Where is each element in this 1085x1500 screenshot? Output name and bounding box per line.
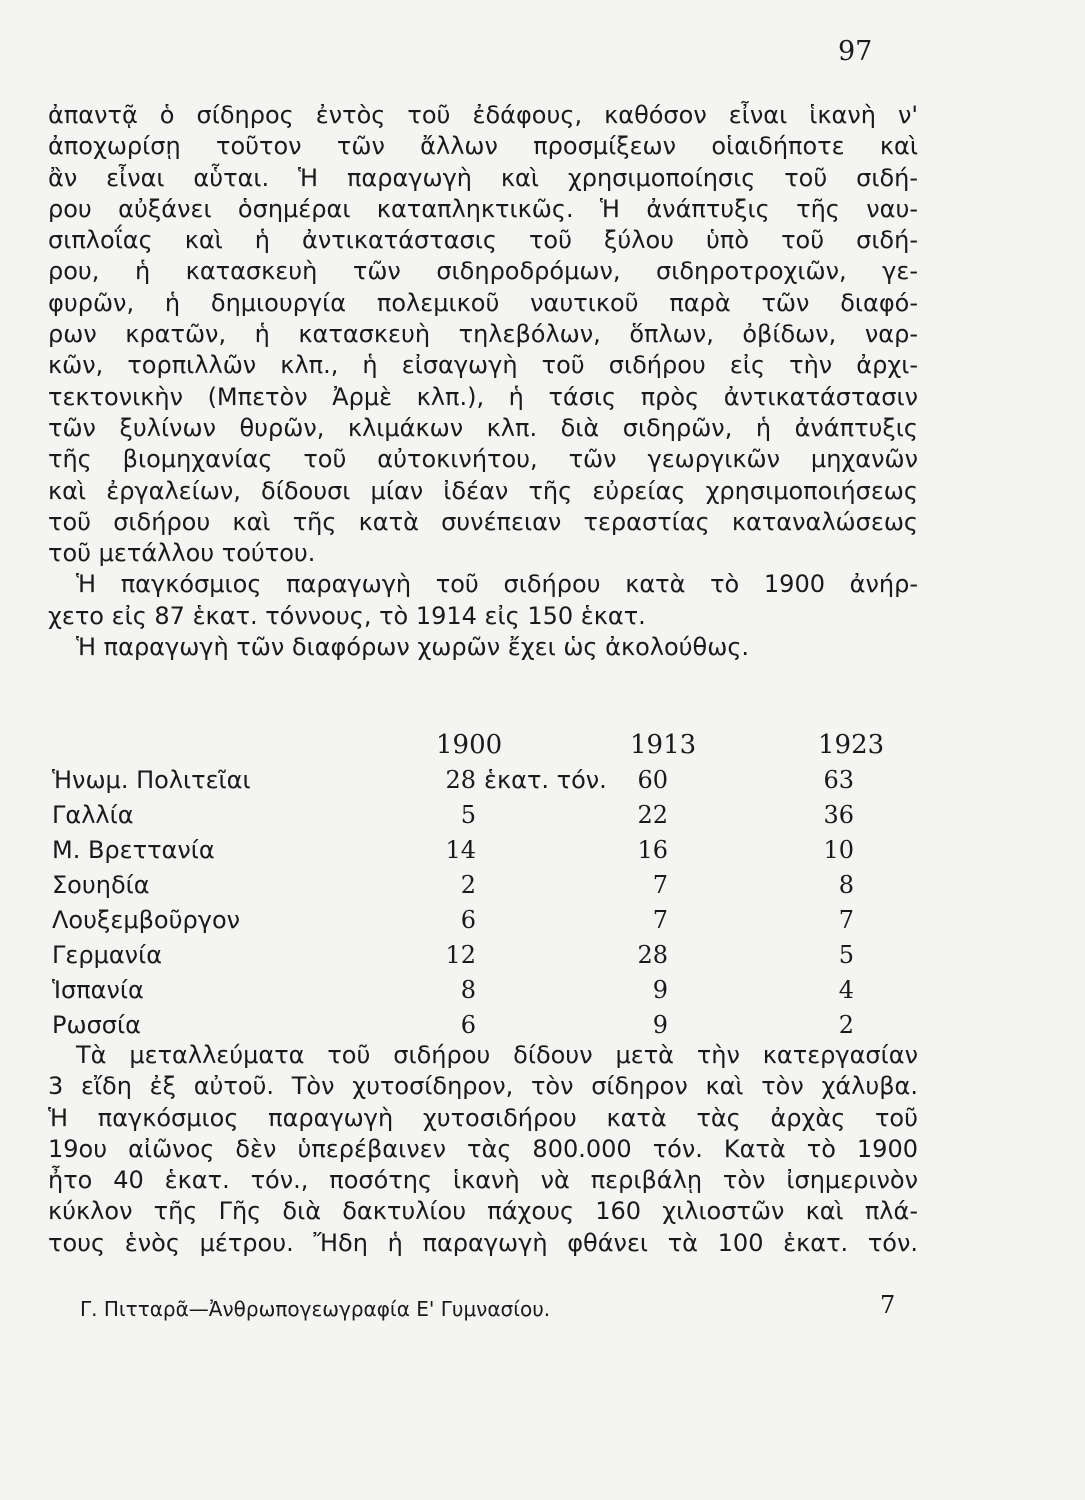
page-number: 97 — [838, 36, 873, 67]
text-line: ἀπαντᾷ ὁ σίδηρος ἐντὸς τοῦ ἐδάφους, καθόσον εἶναι ἱκανὴ ν' — [48, 101, 918, 129]
country-name: Λουξεμβοῦργον — [52, 906, 241, 934]
value-1913: 28 — [637, 941, 668, 969]
text-line: ἂν εἶναι αὗται. Ἡ παραγωγὴ καὶ χρησιμοποίησις τοῦ σιδή- — [48, 163, 918, 192]
country-name: Μ. Βρεττανία — [52, 836, 215, 864]
text-line: χετο εἰς 87 ἑκατ. τόννους, τὸ 1914 εἰς 150 ἑκατ. — [48, 601, 646, 630]
text-line: τους ἑνὸς μέτρου. Ἤδη ἡ παραγωγὴ φθάνει τὰ 100 ἑκατ. τόν. — [48, 1228, 918, 1257]
footer-citation: Γ. Πιτταρᾶ—Ἀνθρωπογεωγραφία Ε' Γυμνασίου. — [80, 1297, 551, 1321]
table-row — [48, 798, 918, 833]
value-1913: 9 — [652, 976, 668, 1004]
value-1923: 4 — [838, 976, 854, 1004]
text-line: τεκτονικὴν (Μπετὸν Ἀρμὲ κλπ.), ἡ τάσις πρὸς ἀντικατάστασιν — [48, 382, 918, 411]
value-1923: 7 — [838, 906, 854, 934]
column-header-1913: 1913 — [630, 730, 697, 760]
value-1913: 22 — [637, 801, 668, 829]
value-1900: 14 — [445, 836, 476, 864]
value-1923: 2 — [838, 1011, 854, 1039]
value-1913: 9 — [652, 1011, 668, 1039]
text-line: κῶν, τορπιλλῶν κλπ., ἡ εἰσαγωγὴ τοῦ σιδήρου εἰς τὴν ἀρχι- — [48, 351, 918, 380]
text-line: σιπλοΐας καὶ ἡ ἀντικατάστασις τοῦ ξύλου ὑπὸ τοῦ σιδή- — [48, 226, 918, 255]
text-line: φυρῶν, ἡ δημιουργία πολεμικοῦ ναυτικοῦ παρὰ τῶν διαφό- — [48, 288, 918, 317]
text-line: καὶ ἐργαλείων, δίδουσι μίαν ἰδέαν τῆς εὐρείας χρησιμοποιήσεως — [48, 476, 918, 505]
text-line: ἀποχωρίσῃ τοῦτον τῶν ἄλλων προσμίξεων οἱαιδήποτε καὶ — [48, 132, 918, 161]
value-1900: 12 — [445, 941, 476, 969]
text-line: τῆς βιομηχανίας τοῦ αὐτοκινήτου, τῶν γεωργικῶν μηχανῶν — [48, 445, 918, 474]
text-line: ρων κρατῶν, ἡ κατασκευὴ τηλεβόλων, ὅπλων, ὀβίδων, ναρ- — [48, 320, 918, 349]
value-1900: 6 — [460, 906, 476, 934]
value-1913: 7 — [652, 871, 668, 899]
table-header-row — [48, 728, 918, 763]
country-name: Ρωσσία — [52, 1011, 141, 1039]
text-line: Τὰ μεταλλεύματα τοῦ σιδήρου δίδουν μετὰ τὴν κατεργασίαν — [76, 1041, 918, 1069]
column-header-1923: 1923 — [818, 730, 885, 760]
text-line: ρου αὐξάνει ὁσημέραι καταπληκτικῶς. Ἡ ἀνάπτυξις τῆς ναυ- — [48, 194, 918, 223]
text-line: 19ου αἰῶνος δὲν ὑπερέβαινεν τὰς 800.000 τόν. Κατὰ τὸ 1900 — [48, 1134, 918, 1163]
table-row — [48, 1008, 918, 1043]
value-1900: 5 — [460, 801, 476, 829]
country-name: Γαλλία — [52, 801, 134, 829]
table-row — [48, 973, 918, 1008]
table-row — [48, 763, 918, 798]
text-line: τοῦ μετάλλου τούτου. — [48, 539, 316, 568]
text-line: Ἡ παγκόσμιος παραγωγὴ τοῦ σιδήρου κατὰ τὸ 1900 ἀνήρ- — [76, 570, 918, 599]
table-row — [48, 903, 918, 938]
value-1923: 36 — [823, 801, 854, 829]
signature-mark: 7 — [880, 1291, 896, 1319]
country-name: Σουηδία — [52, 871, 150, 899]
value-1923: 10 — [823, 836, 854, 864]
table-row — [48, 868, 918, 903]
table-row — [48, 938, 918, 973]
text-line: τῶν ξυλίνων θυρῶν, κλιμάκων κλπ. διὰ σιδηρῶν, ἡ ἀνάπτυξις — [48, 413, 918, 442]
text-line: ρου, ἡ κατασκευὴ τῶν σιδηροδρόμων, σιδηροτροχιῶν, γε- — [48, 257, 918, 286]
text-line: τοῦ σιδήρου καὶ τῆς κατὰ συνέπειαν τεραστίας καταναλώσεως — [48, 507, 918, 536]
value-1913: 7 — [652, 906, 668, 934]
unit-label: ἑκατ. τόν. — [484, 766, 607, 794]
value-1900: 28 — [445, 766, 476, 794]
text-line: 3 εἴδη ἐξ αὐτοῦ. Τὸν χυτοσίδηρον, τὸν σίδηρον καὶ τὸν χάλυβα. — [48, 1072, 918, 1101]
country-name: Γερμανία — [52, 941, 163, 969]
value-1923: 8 — [838, 871, 854, 899]
text-line: κύκλον τῆς Γῆς διὰ δακτυλίου πάχους 160 χιλιοστῶν καὶ πλά- — [48, 1197, 918, 1226]
country-name: Ἡνωμ. Πολιτεῖαι — [52, 766, 251, 794]
value-1923: 63 — [823, 766, 854, 794]
paragraph-iron-uses — [48, 100, 918, 663]
country-name: Ἱσπανία — [52, 976, 144, 1004]
column-header-1900: 1900 — [436, 730, 503, 760]
value-1900: 2 — [460, 871, 476, 899]
iron-production-table — [48, 728, 918, 1043]
paragraph-pig-iron — [48, 1040, 918, 1259]
value-1923: 5 — [838, 941, 854, 969]
value-1900: 6 — [460, 1011, 476, 1039]
text-line: ἦτο 40 ἑκατ. τόν., ποσότης ἱκανὴ νὰ περιβάλῃ τὸν ἰσημερινὸν — [48, 1166, 918, 1195]
value-1913: 16 — [637, 836, 668, 864]
value-1913: 60 — [637, 766, 668, 794]
value-1900: 8 — [460, 976, 476, 1004]
table-row — [48, 833, 918, 868]
text-line: Ἡ παγκόσμιος παραγωγὴ χυτοσιδήρου κατὰ τὰς ἀρχὰς τοῦ — [48, 1103, 918, 1132]
text-line: Ἡ παραγωγὴ τῶν διαφόρων χωρῶν ἔχει ὡς ἀκολούθως. — [76, 633, 750, 662]
